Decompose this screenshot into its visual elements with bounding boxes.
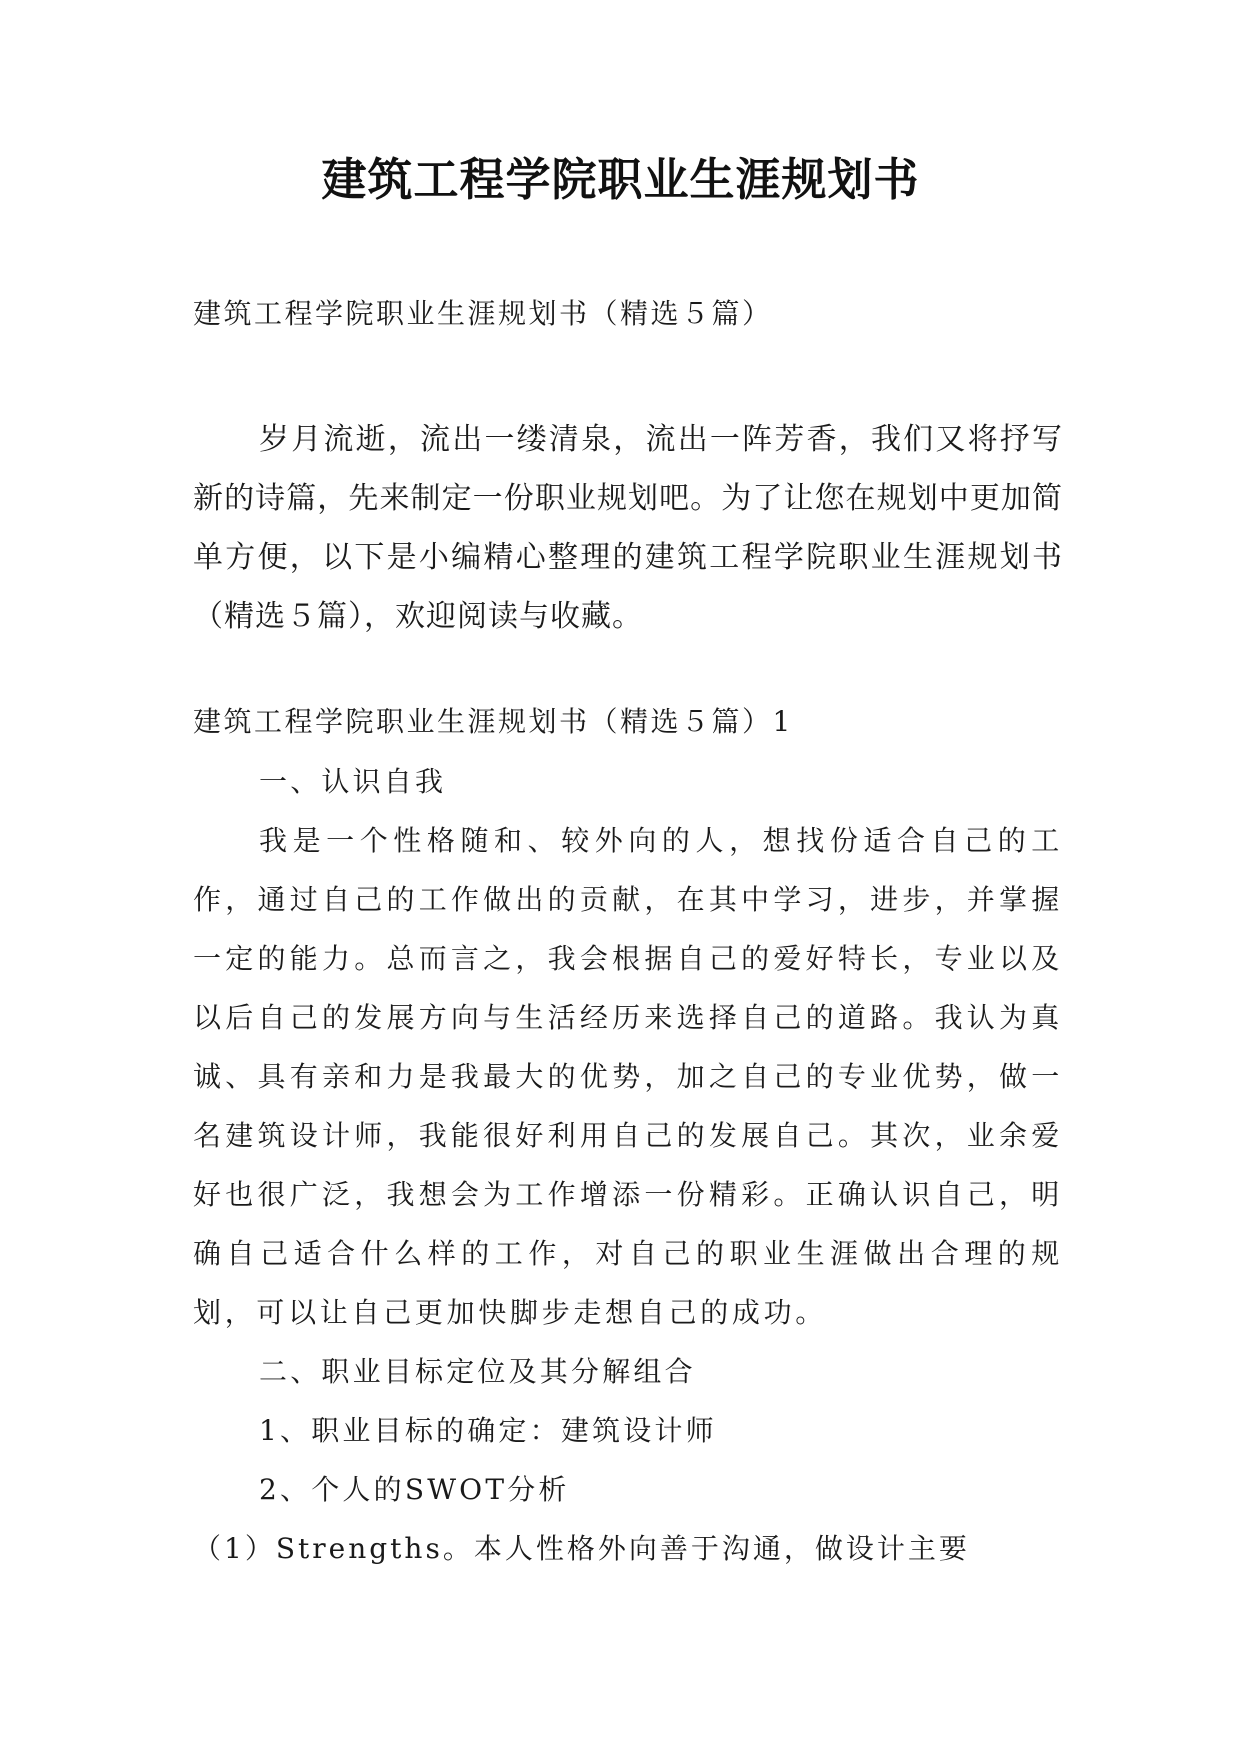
self-intro-paragraph: 我是一个性格随和、较外向的人，想找份适合自己的工作，通过自己的工作做出的贡献，在其中学习，进步，并掌握一定的能力。总而言之，我会根据自己的爱好特长，专业以及以后自己的发展方向与生活经历来选择自己的道路。我认为真诚、具有亲和力是我最大的优势，加之自己的专业优势，做一名建筑设计师，我能很好利用自己的发展自己。其次，业余爱好也很广泛，我想会为工作增添一份精彩。正确认识自己，明确自己适合什么样的工作，对自己的职业生涯做出合理的规划，可以让自己更加快脚步走想自己的成功。 (193, 824, 1063, 1329)
list-item-swot: 2、个人的SWOT分析 (259, 1473, 570, 1506)
section-heading: 建筑工程学院职业生涯规划书（精选５篇）1 (193, 705, 793, 738)
heading-know-yourself: 一、认识自我 (259, 765, 447, 798)
intro-paragraph: 岁月流逝，流出一缕清泉，流出一阵芳香，我们又将抒写新的诗篇，先来制定一份职业规划吧。为了让您在规划中更加简单方便，以下是小编精心整理的建筑工程学院职业生涯规划书（精选５篇），欢迎阅读与收藏。 (193, 422, 1063, 634)
document-subtitle: 建筑工程学院职业生涯规划书（精选５篇） (193, 297, 773, 330)
section-body (193, 752, 1063, 1578)
heading-career-goal: 二、职业目标定位及其分解组合 (259, 1355, 696, 1388)
list-item-career-goal: 1、职业目标的确定：建筑设计师 (259, 1414, 717, 1447)
strengths-paragraph: （1）Strengths。本人性格外向善于沟通，做设计主要 (193, 1532, 970, 1565)
document-title: 建筑工程学院职业生涯规划书 (321, 153, 920, 206)
